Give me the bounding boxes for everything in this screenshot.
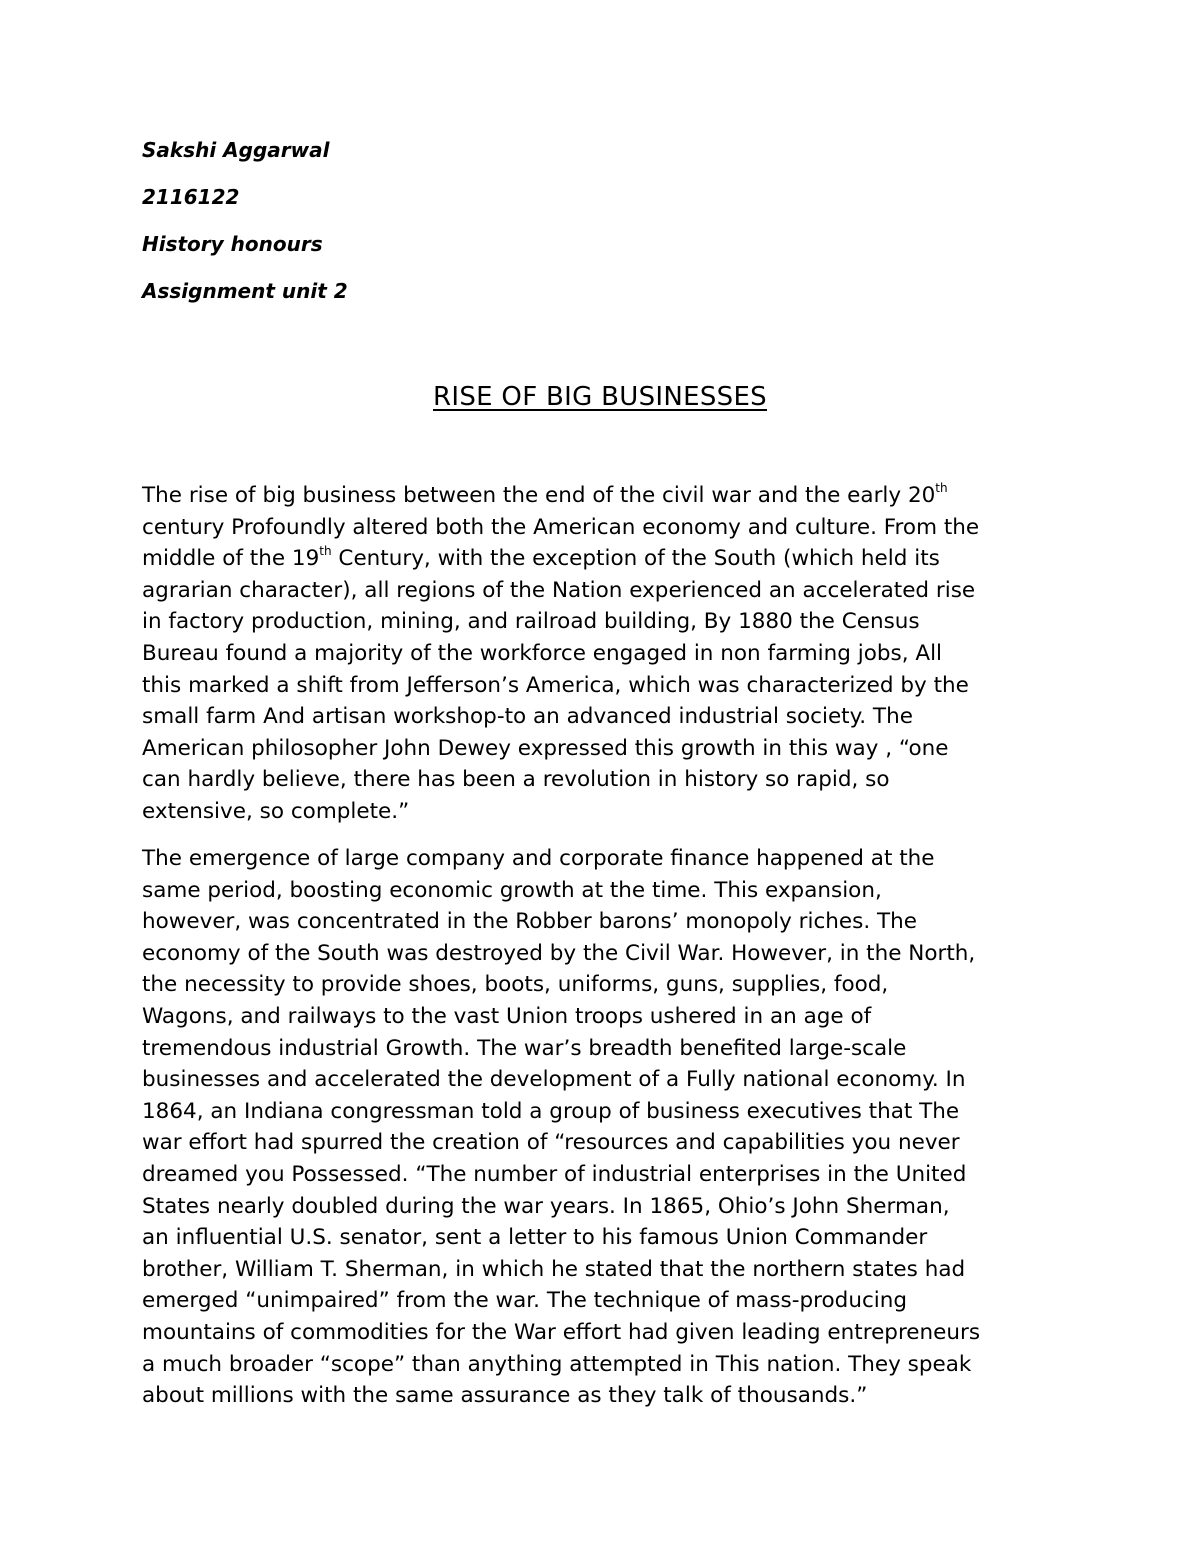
paragraph-line: Wagons, and railways to the vast Union troops ushered in an age of: [142, 1003, 872, 1029]
paragraph-line: century Profoundly altered both the American economy and culture. From the: [142, 514, 980, 540]
author-header: [142, 138, 742, 326]
paragraph-line: same period, boosting economic growth at the time. This expansion,: [142, 877, 882, 903]
paragraph-line: mountains of commodities for the War effort had given leading entrepreneurs: [142, 1319, 981, 1345]
paragraph-line: Bureau found a majority of the workforce engaged in non farming jobs, All: [142, 640, 943, 666]
author-name: Sakshi Aggarwal: [142, 138, 330, 162]
superscript: th: [319, 544, 332, 559]
text-run: middle of the 19: [142, 546, 320, 572]
course-name: History honours: [142, 232, 323, 256]
paragraph-line: emerged “unimpaired” from the war. The technique of mass-producing: [142, 1288, 908, 1314]
document-title-container: [0, 380, 1200, 414]
paragraph-2: [142, 843, 1072, 1412]
paragraph-line: in factory production, mining, and railroad building, By 1880 the Census: [142, 609, 920, 635]
paragraph-line: American philosopher John Dewey expressed this growth in this way , “one: [142, 735, 949, 761]
paragraph-line: economy of the South was destroyed by the Civil War. However, in the North,: [142, 940, 976, 966]
assignment-label: Assignment unit 2: [142, 279, 348, 303]
document-title: RISE OF BIG BUSINESSES: [433, 382, 767, 412]
paragraph-line: a much broader “scope” than anything attempted in This nation. They speak: [142, 1351, 972, 1377]
paragraph-line: States nearly doubled during the war years. In 1865, Ohio’s John Sherman,: [142, 1193, 950, 1219]
paragraph-line: however, was concentrated in the Robber barons’ monopoly riches. The: [142, 909, 917, 935]
paragraph-line: an influential U.S. senator, sent a letter to his famous Union Commander: [142, 1225, 928, 1251]
paragraph-line: about millions with the same assurance as they talk of thousands.”: [142, 1383, 868, 1409]
paragraph-line: 1864, an Indiana congressman told a group of business executives that The: [142, 1098, 960, 1124]
superscript: th: [935, 481, 948, 495]
paragraph-line: tremendous industrial Growth. The war’s breadth benefited large-scale: [142, 1035, 907, 1061]
paragraph-line: [142, 480, 1072, 512]
paragraph-line: this marked a shift from Jefferson’s America, which was characterized by the: [142, 672, 969, 698]
paragraph-line: businesses and accelerated the development of a Fully national economy. In: [142, 1067, 966, 1093]
paragraph-line: small farm And artisan workshop-to an advanced industrial society. The: [142, 704, 913, 730]
paragraph-line: war effort had spurred the creation of “resources and capabilities you never: [142, 1130, 960, 1156]
paragraph-line: The emergence of large company and corporate finance happened at the: [142, 846, 935, 871]
text-run: Century, with the exception of the South (which held its: [331, 546, 940, 572]
paragraph-1: [142, 480, 1072, 828]
paragraph-line: [142, 543, 1072, 575]
paragraph-line: agrarian character), all regions of the Nation experienced an accelerated rise: [142, 577, 976, 603]
paragraph-line: extensive, so complete.”: [142, 798, 410, 824]
paragraph-line: brother, William T. Sherman, in which he stated that the northern states had: [142, 1256, 966, 1282]
paragraph-line: can hardly believe, there has been a revolution in history so rapid, so: [142, 767, 890, 793]
paragraph-line: dreamed you Possessed. “The number of industrial enterprises in the United: [142, 1161, 967, 1187]
text-run: The rise of big business between the end of the civil war and the early 20: [142, 483, 936, 508]
roll-number: 2116122: [142, 185, 240, 209]
paragraph-line: the necessity to provide shoes, boots, uniforms, guns, supplies, food,: [142, 972, 889, 998]
